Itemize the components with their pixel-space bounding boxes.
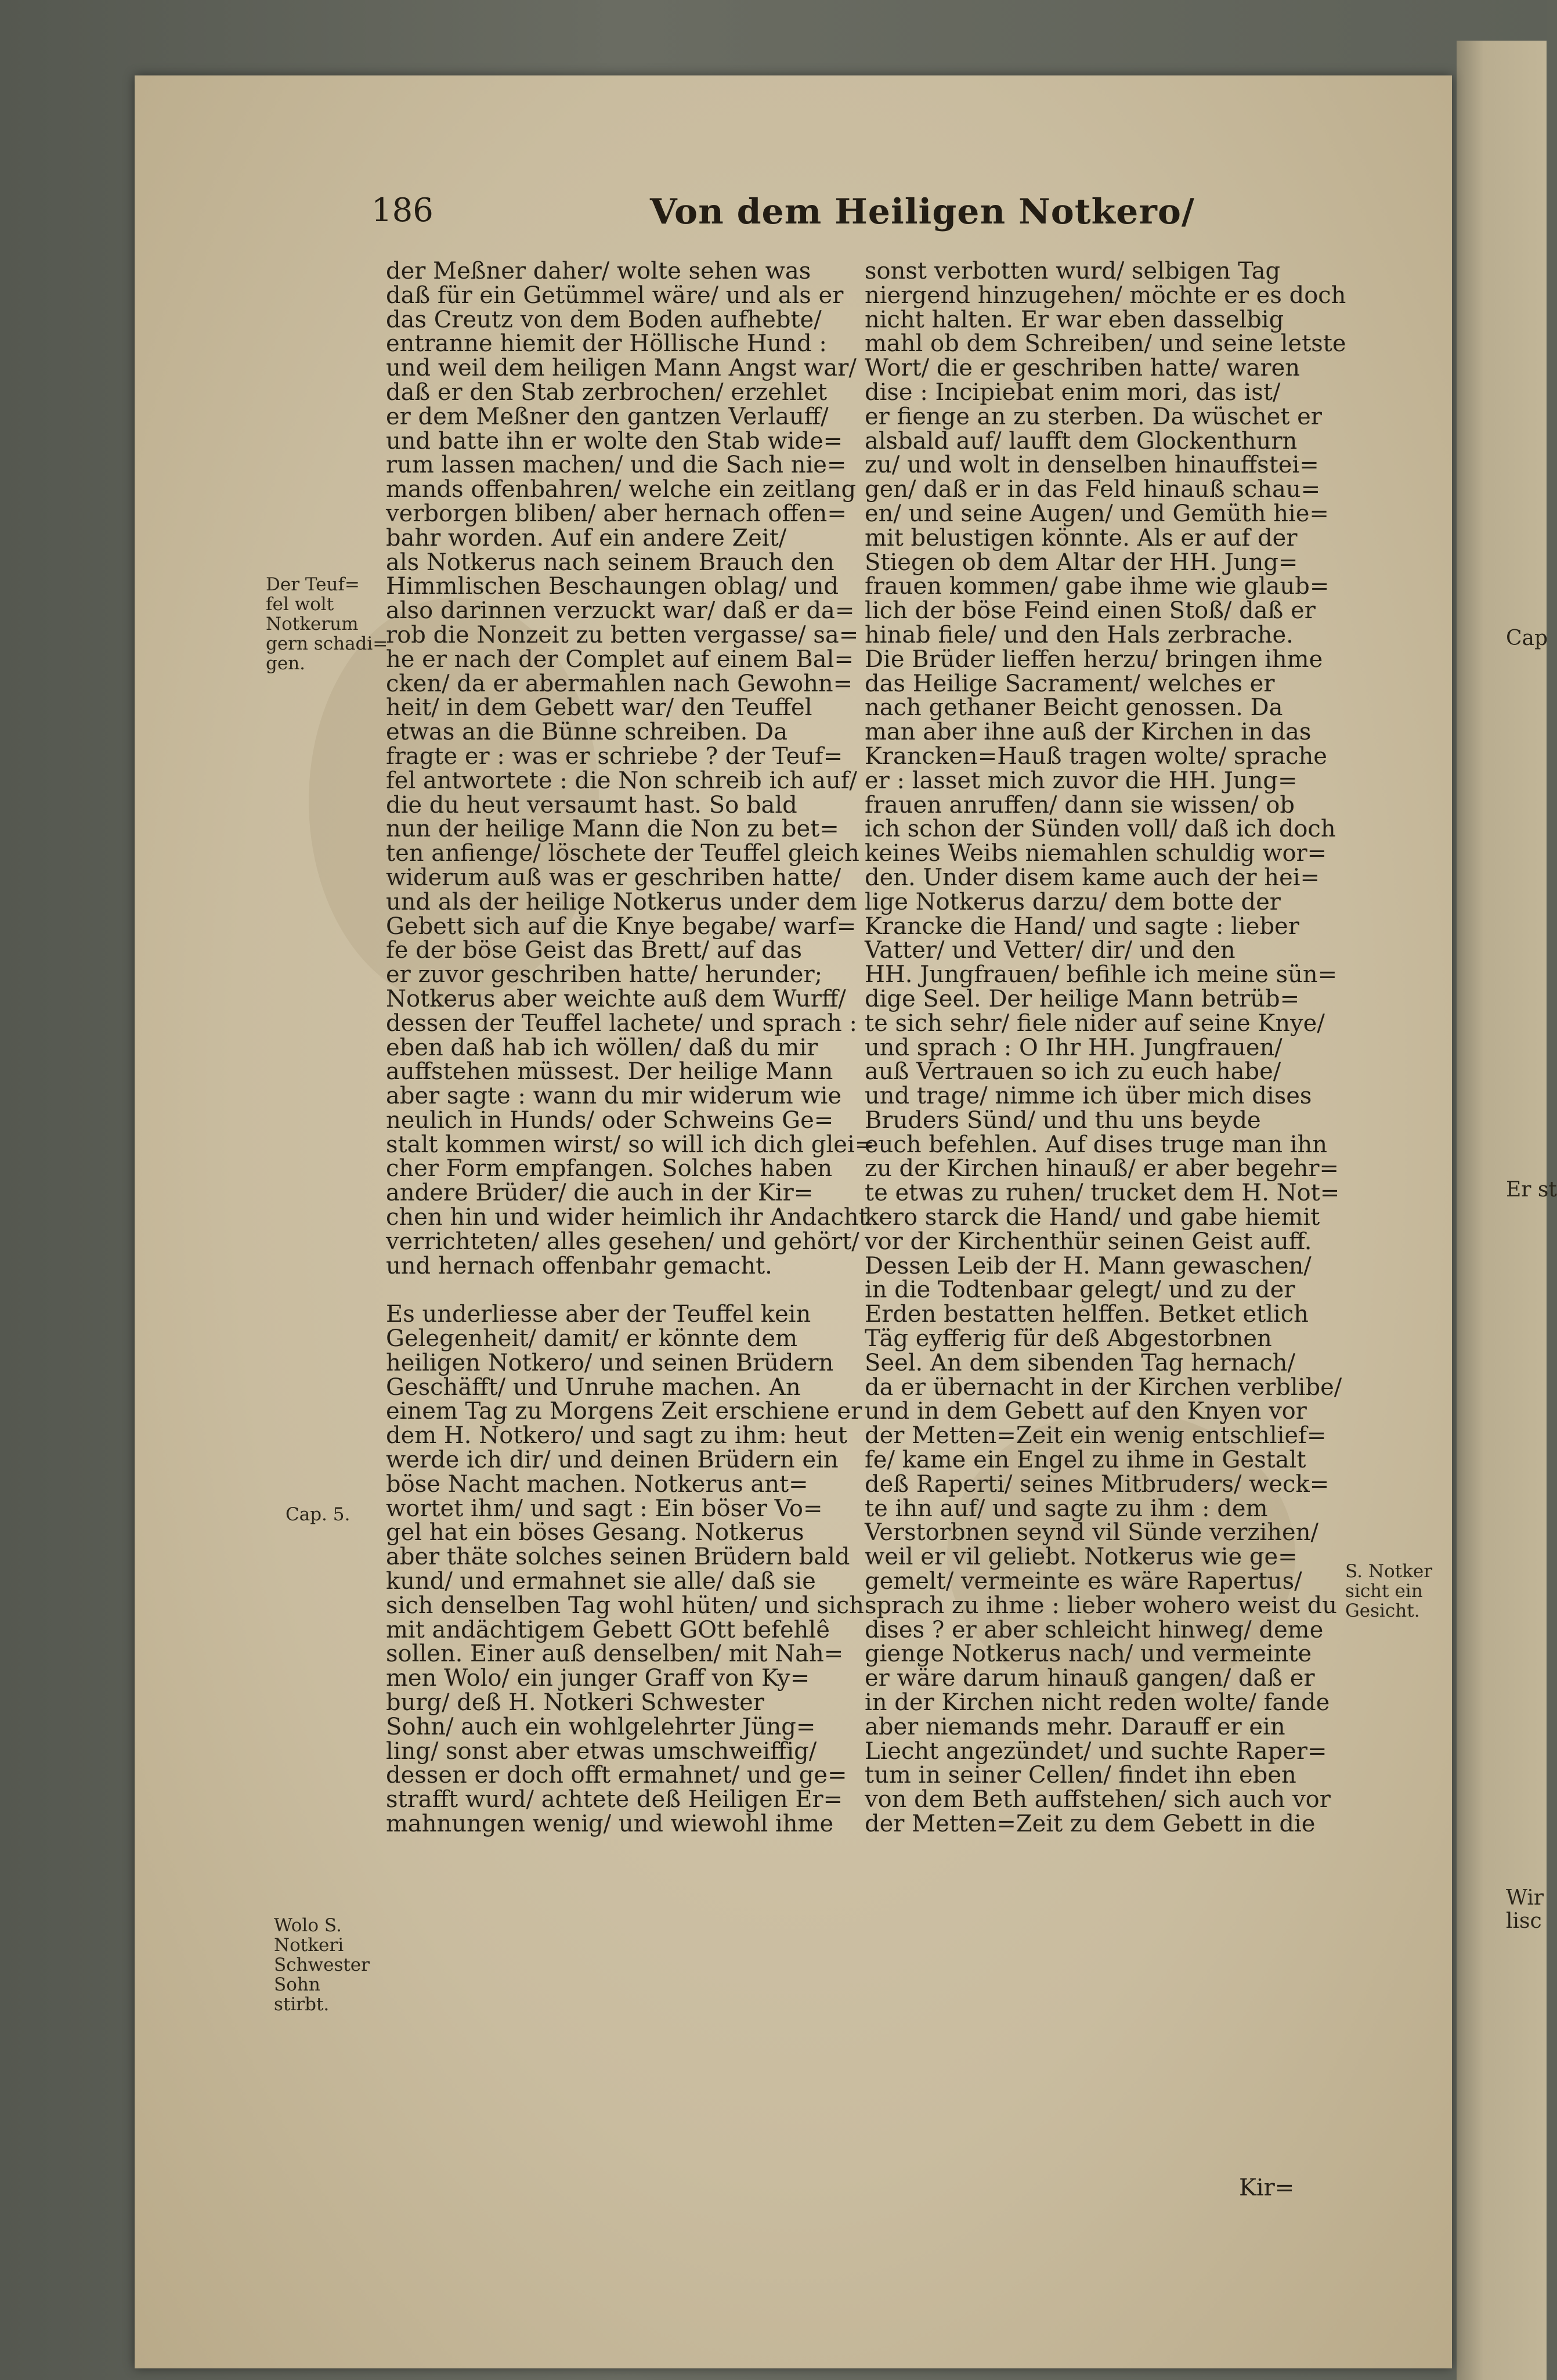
text-line: etwas an die Bünne schreiben. Da (386, 719, 787, 746)
text-line: deß Raperti/ seines Mitbruders/ weck= (865, 1470, 1330, 1498)
text-line: Geschäfft/ und Unruhe machen. An (386, 1373, 801, 1401)
text-line: widerum auß was er geschriben hatte/ (386, 864, 841, 891)
text-line: eben daß hab ich wöllen/ daß du mir (386, 1034, 818, 1061)
text-line: Liecht angezündet/ und suchte Raper= (865, 1737, 1327, 1765)
text-line: und trage/ nimme ich über mich dises (865, 1083, 1312, 1110)
text-line: te ihn auf/ und sagte zu ihm : dem (865, 1495, 1268, 1522)
text-line: entranne hiemit der Höllische Hund : (386, 330, 827, 358)
text-line: Erden bestatten helffen. Betket etlich (865, 1301, 1309, 1328)
text-line: verrichteten/ alles gesehen/ und gehört/ (386, 1228, 859, 1255)
text-line: rum lassen machen/ und die Sach nie= (386, 452, 847, 479)
text-line: mahnungen wenig/ und wiewohl ihme (386, 1811, 834, 1837)
paragraph-gap (386, 1278, 856, 1303)
text-line: Sohn/ auch ein wohlgelehrter Jüng= (386, 1713, 816, 1740)
margin-note-wolo: Wolo S. Notkeri Schwester Sohn stirbt. (274, 1915, 370, 2015)
text-line: den. Under disem kame auch der hei= (865, 864, 1320, 891)
text-line: dises ? er aber schleicht hinweg/ deme (865, 1616, 1324, 1643)
text-line: man aber ihne auß der Kirchen in das (865, 719, 1312, 746)
text-line: wortet ihm/ und sagt : Ein böser Vo= (386, 1495, 823, 1522)
text-line: und weil dem heiligen Mann Angst war/ (386, 355, 857, 382)
text-line: die du heut versaumt hast. So bald (386, 791, 797, 818)
text-line: lige Notkerus darzu/ dem botte der (865, 888, 1281, 915)
left-text-column (386, 258, 875, 1837)
text-line: der Meßner daher/ wolte sehen was (386, 258, 811, 284)
text-line: da er übernacht in der Kirchen verblibe/ (865, 1373, 1342, 1401)
text-line: heiligen Notkero/ und seinen Brüdern (386, 1349, 834, 1376)
text-line: chen hin und wider heimlich ihr Andacht (386, 1204, 868, 1231)
text-line: fragte er : was er schriebe ? der Teuf= (386, 742, 843, 770)
text-line: dem H. Notkero/ und sagt zu ihm: heut (386, 1422, 847, 1449)
text-line: er : lasset mich zuvor die HH. Jung= (865, 767, 1298, 794)
text-line: Dessen Leib der H. Mann gewaschen/ (865, 1252, 1312, 1279)
running-title: Von dem Heiligen Notkero/ (650, 192, 1195, 232)
text-line: cher Form empfangen. Solches haben (386, 1155, 833, 1182)
margin-note-devil: Der Teuf= fel wolt Notkerum gern schadi= gen. (266, 574, 388, 674)
text-line: von dem Beth auffstehen/ sich auch vor (865, 1786, 1331, 1813)
text-line: kund/ und ermahnet sie alle/ daß sie (386, 1568, 816, 1595)
text-line: daß für ein Getümmel wäre/ und als er (386, 282, 844, 309)
text-line: en/ und seine Augen/ und Gemüth hie= (865, 500, 1329, 527)
facing-page-fragment: Wir lisc (1506, 1886, 1544, 1933)
text-line: rob die Nonzeit zu betten vergasse/ sa= (386, 621, 859, 648)
text-line: lich der böse Feind einen Stoß/ daß er (865, 597, 1316, 625)
text-line: Notkerus aber weichte auß dem Wurff/ (386, 985, 846, 1012)
text-line: und hernach offenbahr gemacht. (386, 1252, 772, 1279)
page-number: 186 (371, 192, 433, 229)
text-line: keines Weibs niemahlen schuldig wor= (865, 840, 1327, 867)
text-line: er wäre darum hinauß gangen/ daß er (865, 1665, 1315, 1692)
text-line: Verstorbnen seynd vil Sünde verzihen/ (865, 1519, 1318, 1546)
margin-note-chapter: Cap. 5. (286, 1504, 351, 1525)
facing-page-edge (1457, 41, 1547, 2380)
text-line: burg/ deß H. Notkeri Schwester (386, 1689, 764, 1717)
text-line: auß Vertrauen so ich zu euch habe/ (865, 1058, 1281, 1086)
text-line: der Metten=Zeit zu dem Gebett in die (865, 1811, 1316, 1837)
text-line: das Creutz von dem Boden aufhebte/ (386, 306, 822, 333)
text-line: vor der Kirchenthür seinen Geist auff. (865, 1228, 1312, 1255)
text-line: in der Kirchen nicht reden wolte/ fande (865, 1689, 1330, 1717)
text-line: Vatter/ und Vetter/ dir/ und den (865, 937, 1236, 964)
text-line: er fienge an zu sterben. Da wüschet er (865, 403, 1322, 430)
text-line: niergend hinzugehen/ möchte er es doch (865, 282, 1346, 309)
text-line: in die Todtenbaar gelegt/ und zu der (865, 1276, 1295, 1304)
text-line: Täg eyfferig für deß Abgestorbnen (865, 1325, 1272, 1353)
text-line: strafft wurd/ achtete deß Heiligen Er= (386, 1786, 843, 1813)
text-line: und batte ihn er wolte den Stab wide= (386, 427, 843, 455)
text-line: fe der böse Geist das Brett/ auf das (386, 937, 802, 964)
text-line: zu der Kirchen hinauß/ er aber begehr= (865, 1155, 1339, 1182)
text-line: und als der heilige Notkerus under dem (386, 888, 857, 915)
text-line: kero starck die Hand/ und gabe hiemit (865, 1204, 1320, 1231)
facing-page-fragment: Cap (1506, 626, 1548, 650)
text-line: Wort/ die er geschriben hatte/ waren (865, 355, 1300, 382)
text-line: dige Seel. Der heilige Mann betrüb= (865, 985, 1300, 1012)
text-line: ich schon der Sünden voll/ daß ich doch (865, 816, 1336, 843)
text-line: dessen der Teuffel lachete/ und sprach : (386, 1009, 857, 1037)
text-line: werde ich dir/ und deinen Brüdern ein (386, 1447, 839, 1474)
catchword: Kir= (1239, 2175, 1295, 2201)
text-line: aber thäte solches seinen Brüdern bald (386, 1544, 850, 1571)
text-line: dessen er doch offt ermahnet/ und ge= (386, 1762, 847, 1789)
text-line: sollen. Einer auß denselben/ mit Nah= (386, 1640, 844, 1668)
margin-note-vision: S. Notker sicht ein Gesicht. (1345, 1561, 1433, 1621)
text-line: te etwas zu ruhen/ trucket dem H. Not= (865, 1180, 1340, 1207)
text-line: nicht halten. Er war eben dasselbig (865, 306, 1284, 333)
text-line: men Wolo/ ein junger Graff von Ky= (386, 1665, 810, 1692)
text-line: Krancke die Hand/ und sagte : lieber (865, 913, 1299, 940)
text-line: gen/ daß er in das Feld hinauß schau= (865, 476, 1321, 503)
text-line: zu/ und wolt in denselben hinauffstei= (865, 452, 1319, 479)
text-line: gel hat ein böses Gesang. Notkerus (386, 1519, 804, 1546)
text-line: stalt kommen wirst/ so will ich dich glei= (386, 1131, 875, 1158)
text-line: Gebett sich auf die Knye begabe/ warf= (386, 913, 857, 940)
text-line: fel antwortete : die Non schreib ich auf/ (386, 767, 858, 794)
text-line: frauen kommen/ gabe ihme wie glaub= (865, 573, 1330, 600)
text-line: Es underliesse aber der Teuffel kein (386, 1301, 811, 1328)
text-line: Die Brüder lieffen herzu/ bringen ihme (865, 646, 1323, 673)
facing-page-fragment: Er st (1506, 1178, 1557, 1202)
text-line: fe/ kame ein Engel zu ihme in Gestalt (865, 1447, 1306, 1474)
text-line: bahr worden. Auf ein andere Zeit/ (386, 524, 787, 551)
text-line: Himmlischen Beschaungen oblag/ und (386, 573, 839, 600)
text-line: er zuvor geschriben hatte/ herunder; (386, 961, 823, 989)
text-line: Bruders Sünd/ und thu uns beyde (865, 1106, 1261, 1134)
text-line: frauen anruffen/ dann sie wissen/ ob (865, 791, 1295, 818)
text-line: verborgen bliben/ aber hernach offen= (386, 500, 847, 527)
text-line: auffstehen müssest. Der heilige Mann (386, 1058, 833, 1086)
text-line: weil er vil geliebt. Notkerus wie ge= (865, 1544, 1298, 1571)
text-line: tum in seiner Cellen/ findet ihn eben (865, 1762, 1296, 1789)
text-line: andere Brüder/ die auch in der Kir= (386, 1180, 814, 1207)
text-line: sprach zu ihme : lieber wohero weist du (865, 1592, 1338, 1619)
text-line: mands offenbahren/ welche ein zeitlang (386, 476, 857, 503)
page-header (371, 192, 1358, 238)
text-line: aber sagte : wann du mir widerum wie (386, 1083, 842, 1110)
text-line: neulich in Hunds/ oder Schweins Ge= (386, 1106, 834, 1134)
text-line: mit belustigen könnte. Als er auf der (865, 524, 1298, 551)
text-line: sich denselben Tag wohl hüten/ und sich (386, 1592, 864, 1619)
text-line: euch befehlen. Auf dises truge man ihn (865, 1131, 1328, 1158)
text-line: gemelt/ vermeinte es wäre Rapertus/ (865, 1568, 1302, 1595)
text-line: einem Tag zu Morgens Zeit erschiene er (386, 1398, 862, 1425)
text-line: daß er den Stab zerbrochen/ erzehlet (386, 378, 828, 406)
text-line: heit/ in dem Gebett war/ den Teuffel (386, 694, 812, 722)
text-line: Seel. An dem sibenden Tag hernach/ (865, 1349, 1295, 1376)
text-line: Gelegenheit/ damit/ er könnte dem (386, 1325, 798, 1353)
text-line: der Metten=Zeit ein wenig entschlief= (865, 1422, 1327, 1449)
text-line: mahl ob dem Schreiben/ und seine letste (865, 330, 1346, 358)
text-line: gienge Notkerus nach/ und vermeinte (865, 1640, 1312, 1668)
text-line: sonst verbotten wurd/ selbigen Tag (865, 258, 1281, 284)
text-line: cken/ da er abermahlen nach Gewohn= (386, 670, 853, 697)
text-line: aber niemands mehr. Darauff er ein (865, 1713, 1285, 1740)
text-line: nun der heilige Mann die Non zu bet= (386, 816, 839, 843)
text-line: HH. Jungfrauen/ befihle ich meine sün= (865, 961, 1338, 989)
text-line: er dem Meßner den gantzen Verlauff/ (386, 403, 829, 430)
text-line: nach gethaner Beicht genossen. Da (865, 694, 1283, 722)
text-line: Krancken=Hauß tragen wolte/ sprache (865, 742, 1327, 770)
text-line: und sprach : O Ihr HH. Jungfrauen/ (865, 1034, 1283, 1061)
text-line: ling/ sonst aber etwas umschweiffig/ (386, 1737, 817, 1765)
text-line: mit andächtigem Gebett GOtt befehlê (386, 1616, 830, 1643)
text-line: Stiegen ob dem Altar der HH. Jung= (865, 549, 1298, 576)
text-line: also darinnen verzuckt war/ daß er da= (386, 597, 855, 625)
text-line: te sich sehr/ fiele nider auf seine Knye/ (865, 1009, 1325, 1037)
text-line: böse Nacht machen. Notkerus ant= (386, 1470, 808, 1498)
text-line: und in dem Gebett auf den Knyen vor (865, 1398, 1307, 1425)
text-line: als Notkerus nach seinem Brauch den (386, 549, 835, 576)
text-line: hinab fiele/ und den Hals zerbrache. (865, 621, 1294, 648)
text-line: he er nach der Complet auf einem Bal= (386, 646, 854, 673)
text-line: dise : Incipiebat enim mori, das ist/ (865, 378, 1281, 406)
text-line: ten anfienge/ löschete der Teuffel gleich (386, 840, 859, 867)
text-line: das Heilige Sacrament/ welches er (865, 670, 1275, 697)
text-line: alsbald auf/ laufft dem Glockenthurn (865, 427, 1298, 455)
right-text-column (865, 258, 1346, 1837)
